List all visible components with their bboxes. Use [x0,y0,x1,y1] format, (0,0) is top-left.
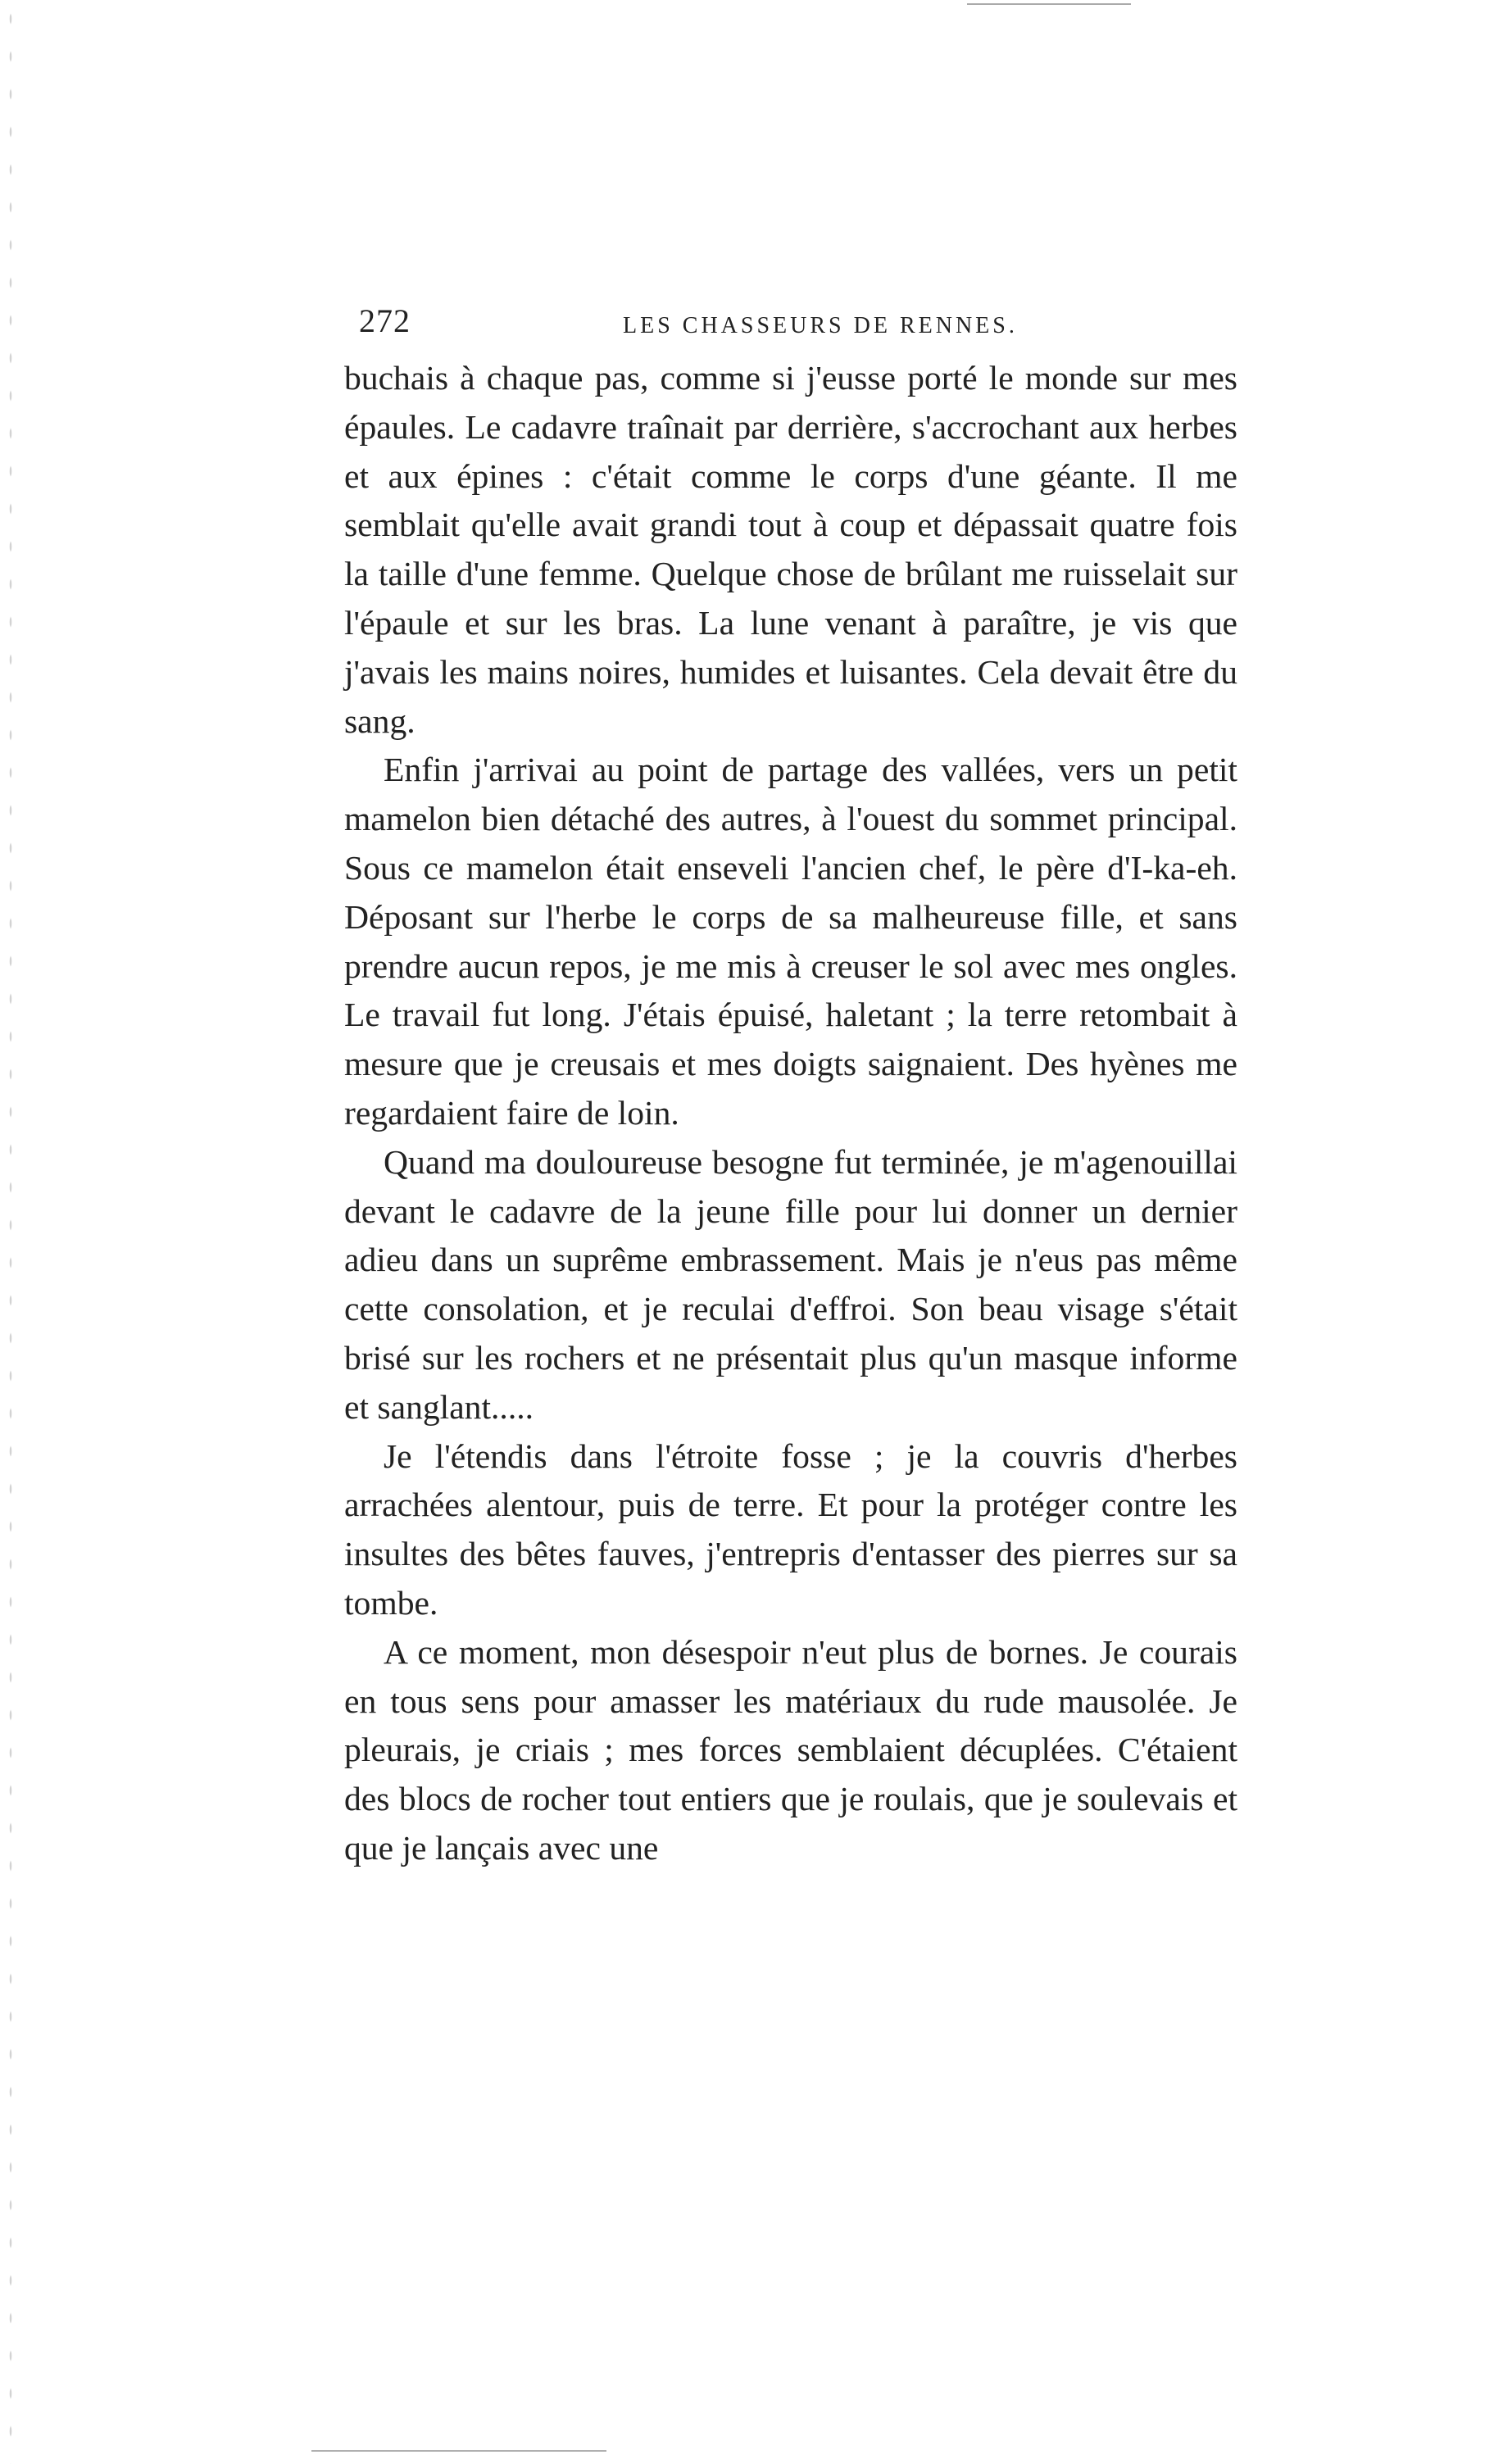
paragraph: Quand ma douloureuse besogne fut terminée, je m'agenouillai devant le cadavre de la jeune fille pour lui donner un dernier adieu dans un suprême embrassement. Mais je n'eus pas même cette consolation, et je reculai d'effroi. Son beau visage s'était brisé sur les rochers et ne présentait plus qu'un masque informe et sanglant..... [344,1142,1237,1426]
page-number: 272 [359,302,411,339]
paragraph: Enfin j'arrivai au point de partage des vallées, vers un petit mamelon bien détaché des autres, à l'ouest du sommet principal. Sous ce mamelon était enseveli l'ancien chef, le père d'I-ka-eh. Déposant sur l'herbe le corps de sa malheureuse fille, et sans prendre aucun repos, je me mis à creuser le sol avec mes ongles. Le travail fut long. J'étais épuisé, haletant ; la terre retombait à mesure que je creusais et mes doigts saignaient. Des hyènes me regardaient faire de loin. [344,751,1237,1132]
scan-edge-rule [967,3,1131,5]
scan-bottom-rule [311,2450,606,2452]
scan-margin-speckles [7,0,15,2464]
paragraph-continued: buchais à chaque pas, comme si j'eusse porté le monde sur mes épaules. Le cadavre traînait par derrière, s'accrochant aux herbes et aux épines : c'était comme le corps d'une géante. Il me semblait qu'elle avait grandi tout à coup et dépassait quatre fois la taille d'une femme. Quelque chose de brûlant me ruisselait sur l'épaule et sur les bras. La lune venant à paraître, je vis que j'avais les mains noires, humides et luisantes. Cela devait être du sang. [344,359,1237,740]
running-title: LES CHASSEURS DE RENNES. [623,313,1018,338]
paragraph: Je l'étendis dans l'étroite fosse ; je la couvris d'herbes arrachées alentour, puis de terre. Et pour la protéger contre les insultes des bêtes fauves, j'entrepris d'entasser des pierres sur sa tombe. [344,1436,1237,1622]
body-text [344,354,1237,1873]
paragraph: A ce moment, mon désespoir n'eut plus de bornes. Je courais en tous sens pour amasser les matériaux du rude mausolée. Je pleurais, je criais ; mes forces semblaient décuplées. C'étaient des blocs de rocher tout entiers que je roulais, que je soulevais et que je lançais avec une [344,1632,1237,1867]
page-header [344,302,1237,351]
